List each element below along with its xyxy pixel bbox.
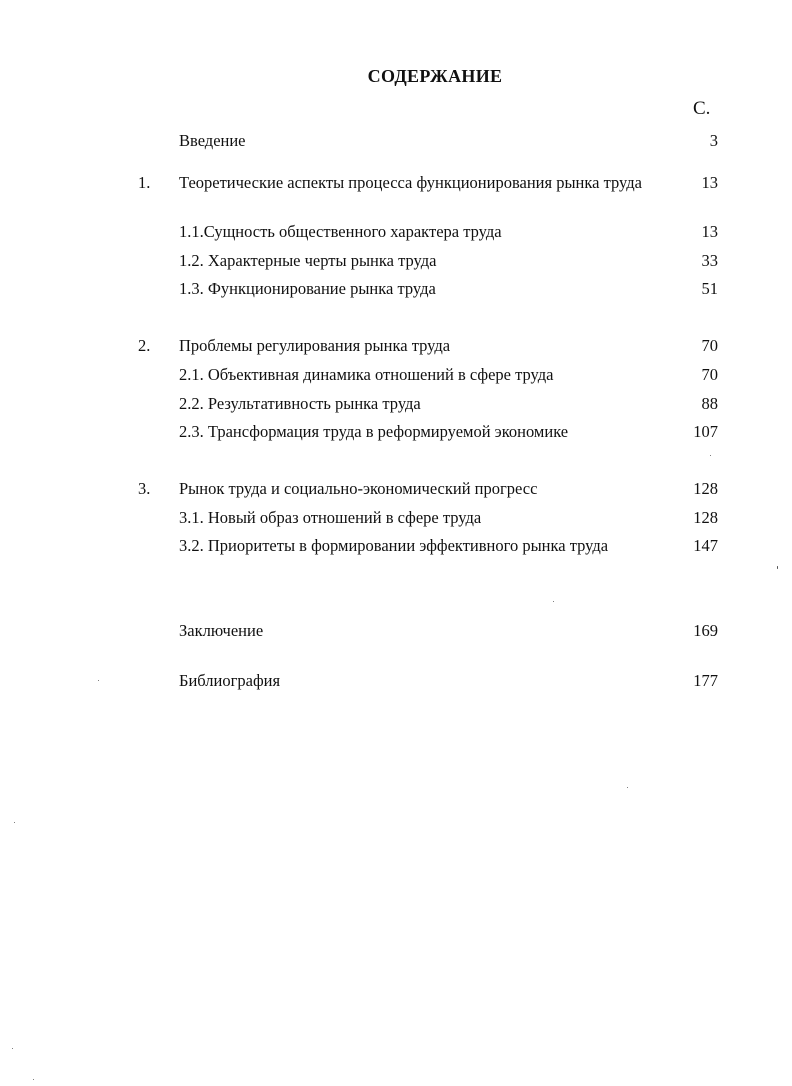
scan-speck (14, 822, 15, 823)
chapter-title: Рынок труда и социально-экономический прогресс (179, 479, 538, 498)
section-label: 3.1. Новый образ отношений в сфере труда (179, 508, 482, 527)
scan-speck (12, 1048, 13, 1049)
section-page: 88 (701, 394, 718, 413)
section-label: 2.1. Объективная динамика отношений в сфере труда (179, 365, 554, 384)
section-label: 1.2. Характерные черты рынка труда (179, 251, 437, 270)
toc-entry-label: Заключение (179, 621, 264, 640)
section-label: 2.3. Трансформация труда в реформируемой экономике (179, 422, 569, 441)
section-page: 128 (693, 508, 718, 527)
section-page: 70 (701, 365, 718, 384)
toc-entry-page: 3 (709, 131, 718, 150)
toc-entry-page: 169 (693, 621, 718, 640)
chapter-page: 70 (701, 336, 718, 355)
section-page: 33 (701, 251, 718, 270)
chapter-number: 2. (138, 336, 151, 355)
scan-speck (98, 680, 99, 681)
chapter-title: Проблемы регулирования рынка труда (179, 336, 451, 355)
scan-speck (33, 1079, 34, 1080)
toc-entry-label: Введение (179, 131, 246, 150)
chapter-number: 3. (138, 479, 151, 498)
scan-speck (777, 566, 778, 569)
chapter-page: 128 (693, 479, 718, 498)
section-label: 3.2. Приоритеты в формировании эффективного рынка труда (179, 536, 609, 555)
scan-speck (710, 455, 711, 456)
section-page: 107 (693, 422, 718, 441)
toc-entry-label: Библиография (179, 671, 281, 690)
scan-speck (553, 601, 554, 602)
page-title: СОДЕРЖАНИЕ (367, 66, 503, 86)
chapter-page: 13 (701, 173, 718, 192)
section-label: 2.2. Результативность рынка труда (179, 394, 421, 413)
chapter-title: Теоретические аспекты процесса функционирования рынка труда (179, 173, 642, 192)
toc-entry-page: 177 (693, 671, 718, 690)
page-column-header: С. (693, 98, 711, 119)
scan-speck (627, 787, 628, 788)
section-label: 1.1.Сущность общественного характера труда (179, 222, 502, 241)
section-page: 13 (701, 222, 718, 241)
chapter-number: 1. (138, 173, 151, 192)
section-page: 147 (693, 536, 718, 555)
section-label: 1.3. Функционирование рынка труда (179, 279, 436, 298)
section-page: 51 (701, 279, 718, 298)
